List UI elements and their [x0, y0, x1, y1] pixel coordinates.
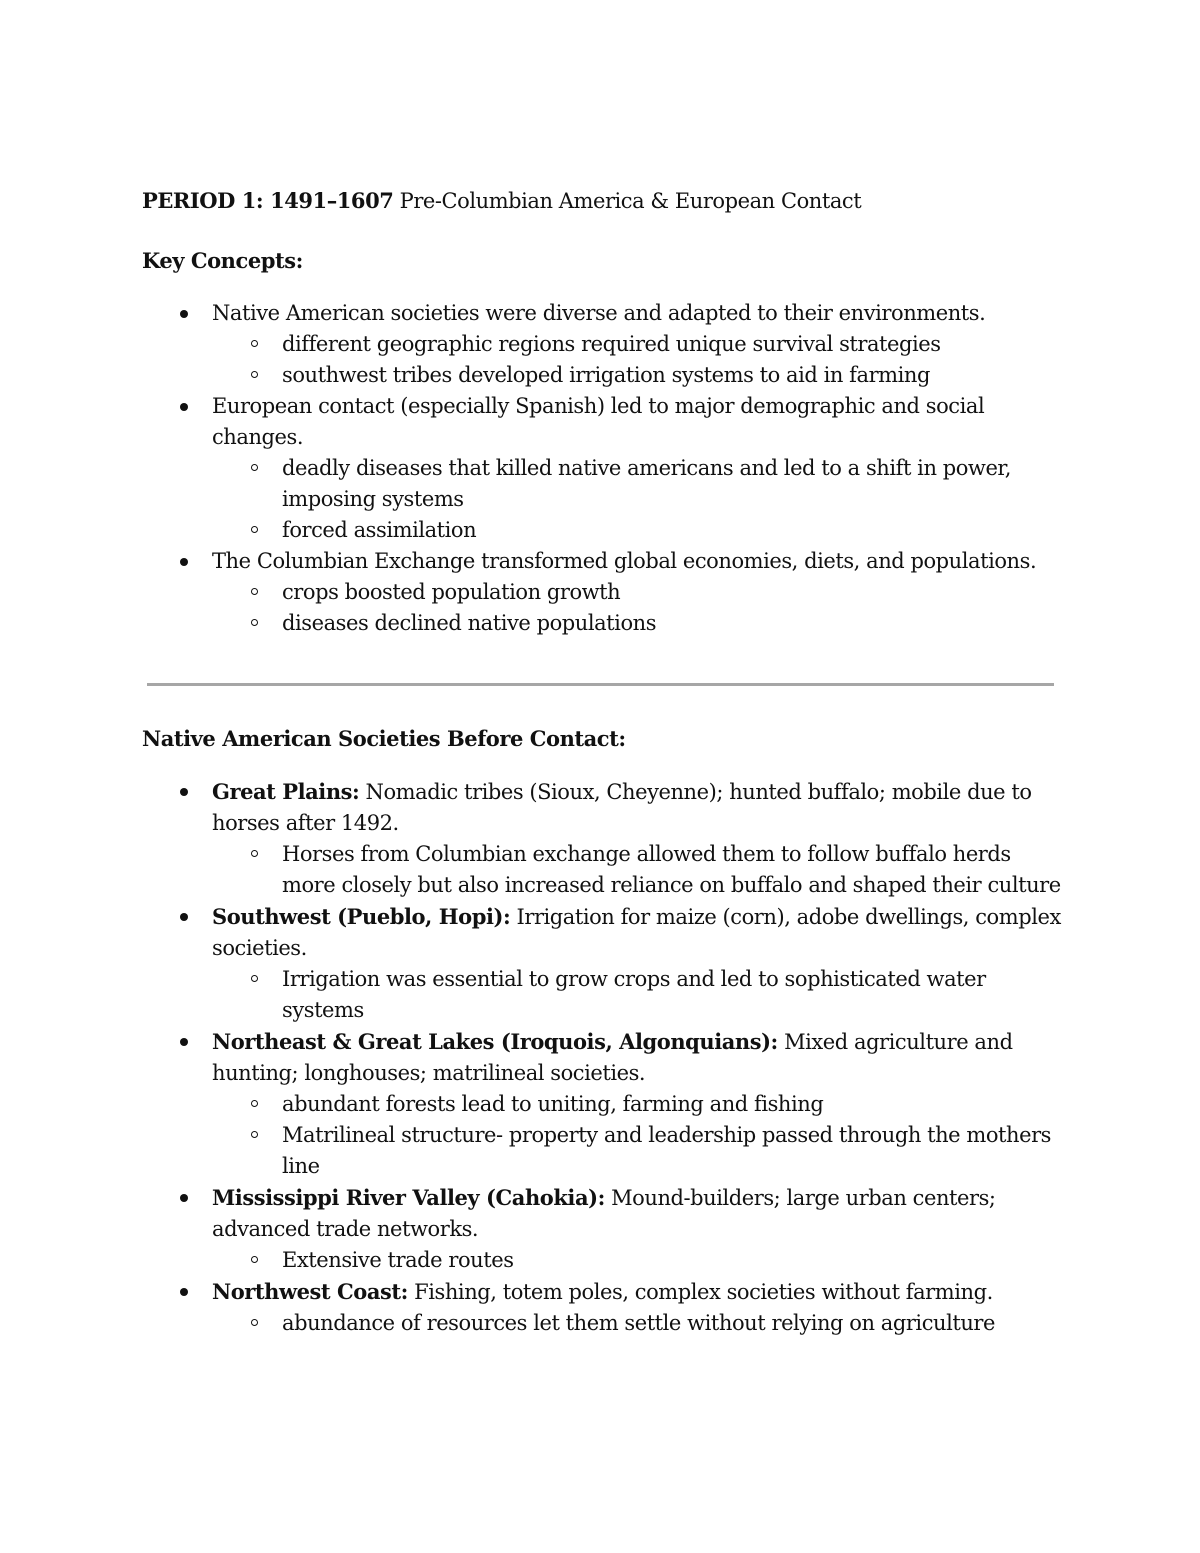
sub-list-item — [212, 453, 1062, 515]
sub-list-item — [212, 608, 1062, 639]
hollow-bullet-icon — [251, 619, 258, 626]
hollow-bullet-icon — [251, 1256, 258, 1263]
sub-list-item — [212, 1089, 1062, 1120]
hollow-bullet-icon — [251, 850, 258, 857]
region-label: Northwest Coast: — [212, 1279, 408, 1304]
societies-list — [142, 776, 1062, 1339]
sub-list-item — [212, 1245, 1062, 1276]
sub-list — [212, 964, 1062, 1026]
sub-item-text: crops boosted population growth — [282, 580, 621, 604]
document-page-top — [142, 185, 1062, 639]
sub-item-text: forced assimilation — [282, 518, 477, 542]
sub-item-text: deadly diseases that killed native americans and led to a shift in power, imposing systems — [282, 456, 1011, 511]
list-item — [142, 1026, 1062, 1182]
sub-list — [212, 329, 1062, 391]
region-label: Southwest (Pueblo, Hopi): — [212, 904, 511, 929]
sub-item-text: southwest tribes developed irrigation systems to aid in farming — [282, 363, 930, 387]
list-item — [142, 1182, 1062, 1276]
region-description: Fishing, totem poles, complex societies without farming. — [407, 1280, 993, 1304]
hollow-bullet-icon — [251, 526, 258, 533]
list-item-text: European contact (especially Spanish) led to major demographic and social changes. — [212, 394, 985, 449]
region-description: Irrigation for maize (corn), adobe dwellings, complex societies. — [212, 905, 1061, 960]
sub-list-item — [212, 577, 1062, 608]
bullet-icon — [180, 1038, 188, 1046]
sub-item-text: Horses from Columbian exchange allowed them to follow buffalo herds more closely but also increased reliance on buffalo and shaped their culture — [282, 842, 1061, 897]
sub-list-item — [212, 839, 1062, 901]
sub-item-text: abundant forests lead to uniting, farming and fishing — [282, 1092, 824, 1116]
hollow-bullet-icon — [251, 464, 258, 471]
sub-item-text: diseases declined native populations — [282, 611, 657, 635]
bullet-icon — [180, 913, 188, 921]
sub-list — [212, 1308, 1062, 1339]
sub-list — [212, 577, 1062, 639]
sub-item-text: Matrilineal structure- property and leadership passed through the mothers line — [282, 1123, 1051, 1178]
sub-list-item — [212, 329, 1062, 360]
list-item — [142, 901, 1062, 1026]
sub-item-text: Irrigation was essential to grow crops and led to sophisticated water systems — [282, 967, 986, 1022]
page-title — [142, 185, 1062, 217]
region-label: Northeast & Great Lakes (Iroquois, Algonquians): — [212, 1029, 778, 1054]
sub-list-item — [212, 1308, 1062, 1339]
region-description: Mound-builders; large urban centers; advanced trade networks. — [212, 1186, 996, 1241]
list-item-text: Native American societies were diverse and adapted to their environments. — [212, 301, 986, 325]
list-item — [142, 1276, 1062, 1339]
hollow-bullet-icon — [251, 340, 258, 347]
key-concepts-heading: Key Concepts: — [142, 248, 303, 273]
sub-list-item — [212, 1120, 1062, 1182]
region-description: Nomadic tribes (Sioux, Cheyenne); hunted buffalo; mobile due to horses after 1492. — [212, 780, 1032, 835]
sub-list — [212, 1245, 1062, 1276]
bullet-icon — [180, 1288, 188, 1296]
sub-item-text: different geographic regions required unique survival strategies — [282, 332, 941, 356]
sub-list-item — [212, 360, 1062, 391]
document-page-bottom — [142, 723, 1062, 1339]
horizontal-divider — [147, 683, 1054, 686]
list-item — [142, 298, 1062, 391]
sub-list — [212, 1089, 1062, 1182]
list-item — [142, 546, 1062, 639]
hollow-bullet-icon — [251, 1131, 258, 1138]
key-concepts-list — [142, 298, 1062, 639]
bullet-icon — [180, 310, 188, 318]
societies-heading: Native American Societies Before Contact: — [142, 726, 626, 751]
hollow-bullet-icon — [251, 588, 258, 595]
list-item — [142, 391, 1062, 546]
bullet-icon — [180, 1194, 188, 1202]
hollow-bullet-icon — [251, 371, 258, 378]
sub-list-item — [212, 515, 1062, 546]
hollow-bullet-icon — [251, 1100, 258, 1107]
sub-list — [212, 453, 1062, 546]
bullet-icon — [180, 403, 188, 411]
region-description: Mixed agriculture and hunting; longhouses; matrilineal societies. — [212, 1030, 1013, 1085]
sub-item-text: abundance of resources let them settle without relying on agriculture — [282, 1311, 995, 1335]
sub-item-text: Extensive trade routes — [282, 1248, 514, 1272]
list-item — [142, 776, 1062, 901]
region-label: Great Plains: — [212, 779, 360, 804]
hollow-bullet-icon — [251, 1319, 258, 1326]
period-label: PERIOD 1: 1491–1607 — [142, 188, 394, 213]
sub-list-item — [212, 964, 1062, 1026]
hollow-bullet-icon — [251, 975, 258, 982]
period-subtitle: Pre-Columbian America & European Contact — [393, 189, 862, 213]
sub-list — [212, 839, 1062, 901]
bullet-icon — [180, 558, 188, 566]
region-label: Mississippi River Valley (Cahokia): — [212, 1185, 605, 1210]
list-item-text: The Columbian Exchange transformed global economies, diets, and populations. — [212, 549, 1037, 573]
bullet-icon — [180, 788, 188, 796]
